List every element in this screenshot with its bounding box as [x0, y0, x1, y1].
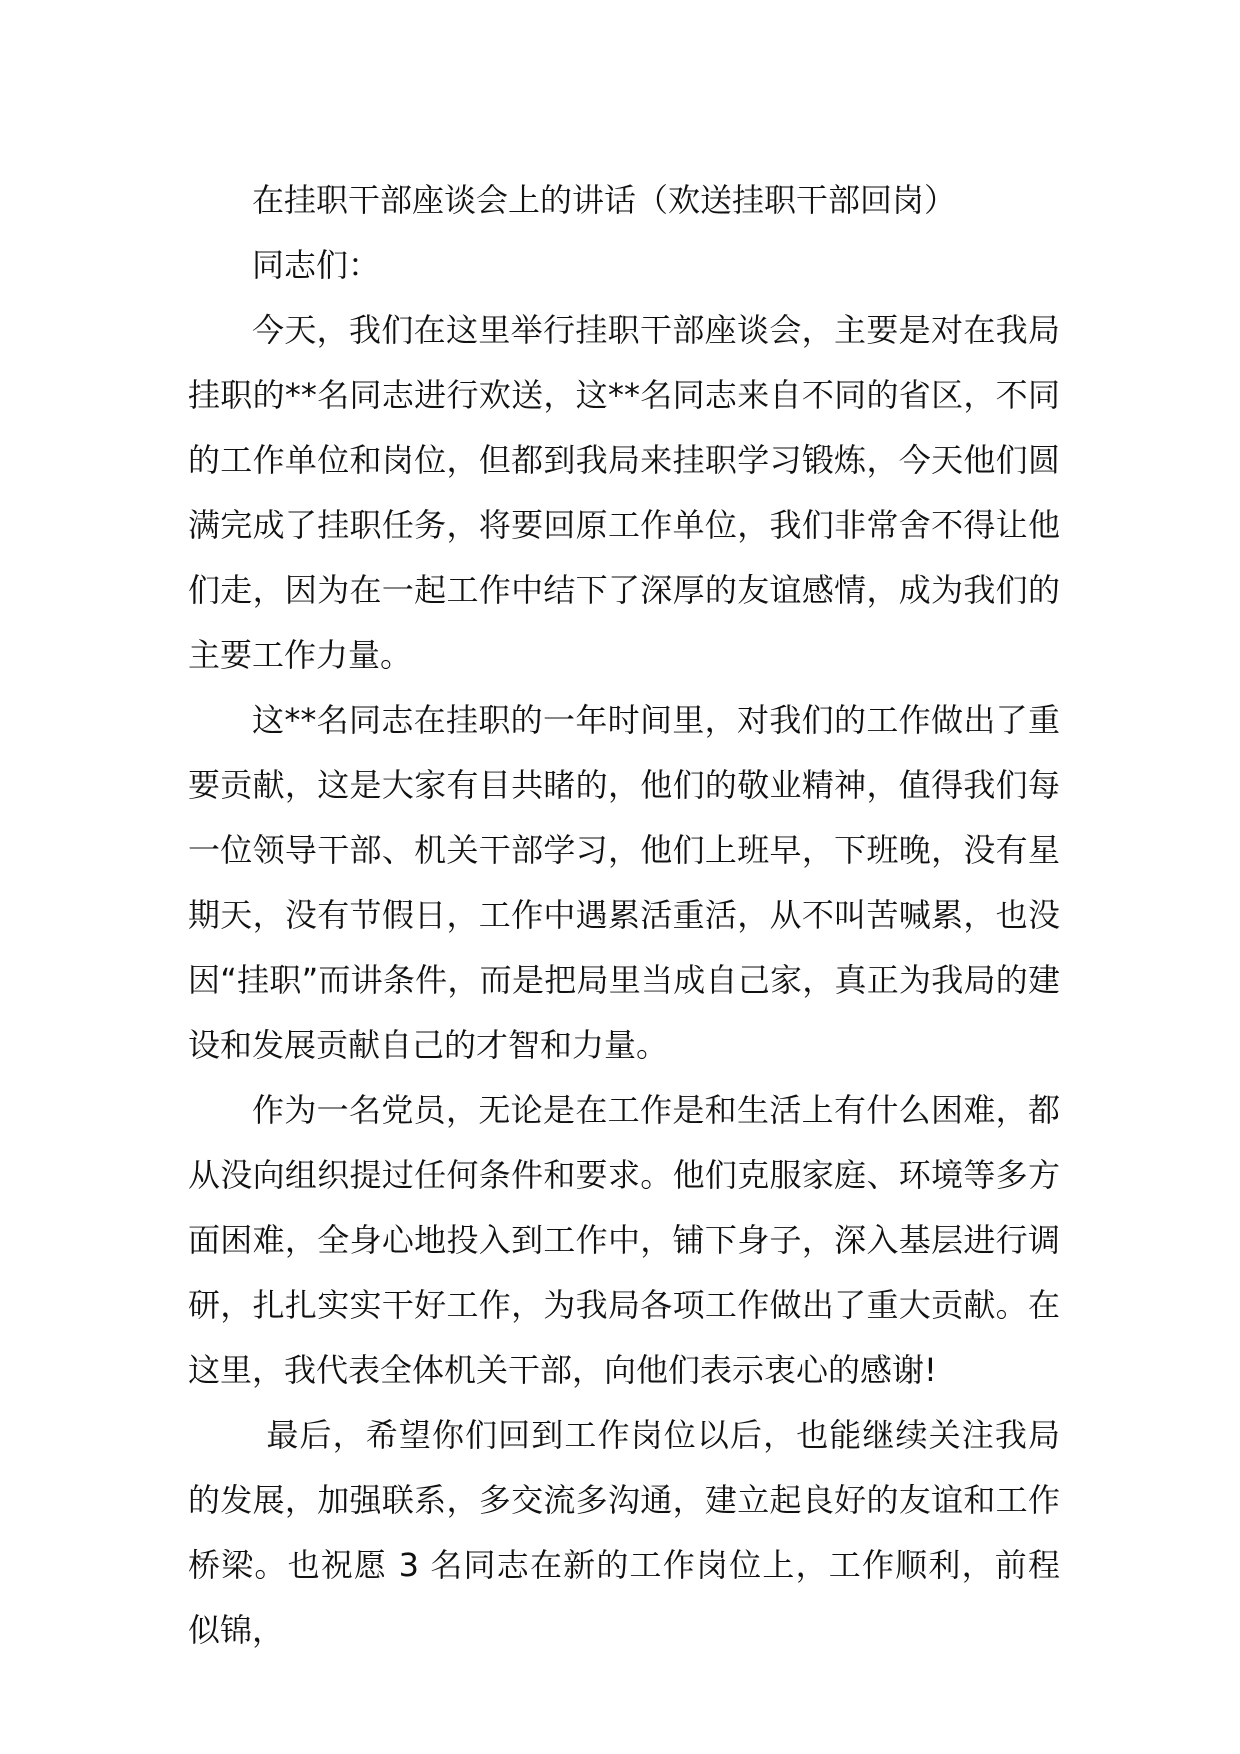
paragraph-1: 今天，我们在这里举行挂职干部座谈会，主要是对在我局挂职的**名同志进行欢送，这**名同志来自不同的省区，不同的工作单位和岗位，但都到我局来挂职学习锻炼，今天他们圆满完成了挂职任务，将要回原工作单位，我们非常舍不得让他们走，因为在一起工作中结下了深厚的友谊感情，成为我们的主要工作力量。: [188, 311, 1060, 674]
paragraph-2: 这**名同志在挂职的一年时间里，对我们的工作做出了重要贡献，这是大家有目共睹的，他们的敬业精神，值得我们每一位领导干部、机关干部学习，他们上班早，下班晚，没有星期天，没有节假日，工作中遇累活重活，从不叫苦喊累，也没因“挂职”而讲条件，而是把局里当成自己家，真正为我局的建设和发展贡献自己的才智和力量。: [188, 701, 1060, 1064]
document-body: [188, 168, 1060, 1663]
paragraph-4: 最后，希望你们回到工作岗位以后，也能继续关注我局的发展，加强联系，多交流多沟通，建立起良好的友谊和工作桥梁。也祝愿 3 名同志在新的工作岗位上，工作顺利，前程似锦，: [188, 1416, 1060, 1649]
document-title: 在挂职干部座谈会上的讲话（欢送挂职干部回岗）: [252, 181, 957, 219]
salutation: 同志们：: [252, 246, 381, 284]
paragraph-3: 作为一名党员，无论是在工作是和生活上有什么困难，都从没向组织提过任何条件和要求。他们克服家庭、环境等多方面困难，全身心地投入到工作中，铺下身子，深入基层进行调研，扎扎实实干好工作，为我局各项工作做出了重大贡献。在这里，我代表全体机关干部，向他们表示衷心的感谢!: [188, 1091, 1060, 1389]
